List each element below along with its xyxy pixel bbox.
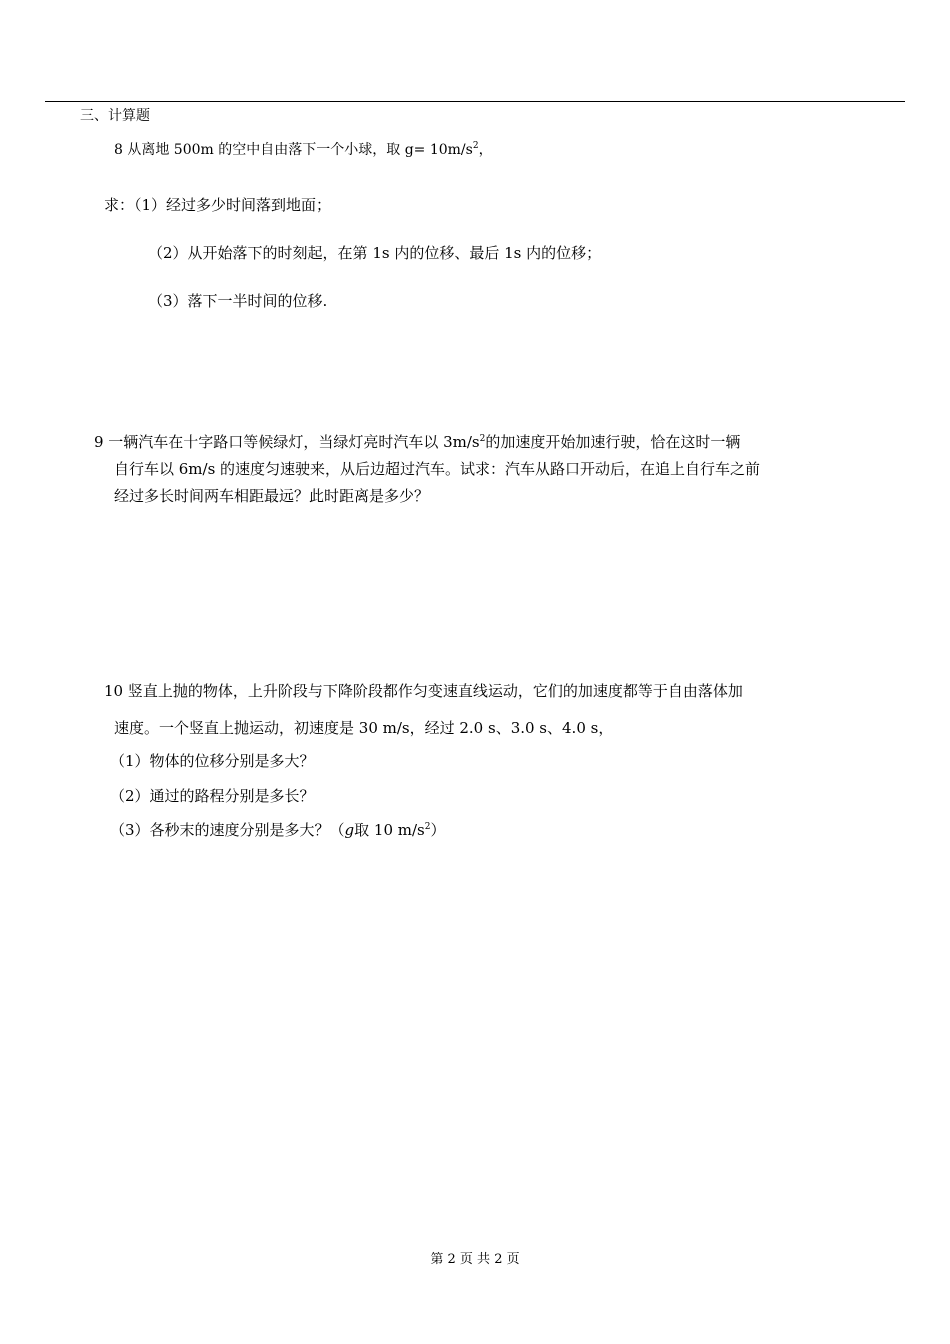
q8-part3: （3）落下一半时间的位移. bbox=[148, 292, 328, 310]
q10-part3-superscript: 2 bbox=[424, 822, 431, 832]
q10-line1: 10 竖直上抛的物体，上升阶段与下降阶段都作匀变速直线运动，它们的加速度都等于自由落体加 bbox=[104, 682, 743, 700]
q8-stem-superscript: 2 bbox=[472, 141, 479, 151]
q10-part3-text: （3）各秒末的速度分别是多大？（ bbox=[110, 821, 345, 839]
q9-line2: 自行车以 6m/s 的速度匀速驶来，从后边超过汽车。试求：汽车从路口开动后，在追上自行车之前 bbox=[114, 460, 761, 478]
q10-part3-value: 取 10 m/s bbox=[354, 821, 425, 839]
q10-part3 bbox=[110, 820, 446, 840]
q8-part2: （2）从开始落下的时刻起，在第 1s 内的位移、最后 1s 内的位移； bbox=[148, 244, 602, 262]
section-title: 三、计算题 bbox=[80, 108, 150, 124]
q10-line2: 速度。一个竖直上抛运动，初速度是 30 m/s，经过 2.0 s、3.0 s、4.0 s， bbox=[114, 719, 614, 737]
q10-part1: （1）物体的位移分别是多大？ bbox=[110, 752, 315, 770]
q10-part3-close: ） bbox=[430, 821, 446, 839]
q9-line1-rest: 的加速度开始加速行驶，恰在这时一辆 bbox=[485, 433, 741, 451]
q8-ask: 求：（1）经过多少时间落到地面； bbox=[104, 196, 332, 214]
q10-part2: （2）通过的路程分别是多长？ bbox=[110, 787, 315, 805]
q10-part3-g: g bbox=[344, 821, 355, 839]
q9-line3: 经过多长时间两车相距最远？此时距离是多少？ bbox=[114, 487, 430, 505]
q9-line1-superscript: 2 bbox=[479, 434, 486, 444]
q8-stem-text: 8 从离地 500m 的空中自由落下一个小球，取 g= 10m/s bbox=[114, 142, 473, 158]
page-footer: 第 2 页 共 2 页 bbox=[430, 1252, 520, 1267]
q8-stem bbox=[114, 140, 493, 160]
q8-stem-comma: ， bbox=[478, 142, 493, 158]
q9-line1 bbox=[94, 432, 740, 452]
header-rule bbox=[45, 101, 905, 102]
q9-line1-text: 9 一辆汽车在十字路口等候绿灯，当绿灯亮时汽车以 3m/s bbox=[94, 433, 480, 451]
